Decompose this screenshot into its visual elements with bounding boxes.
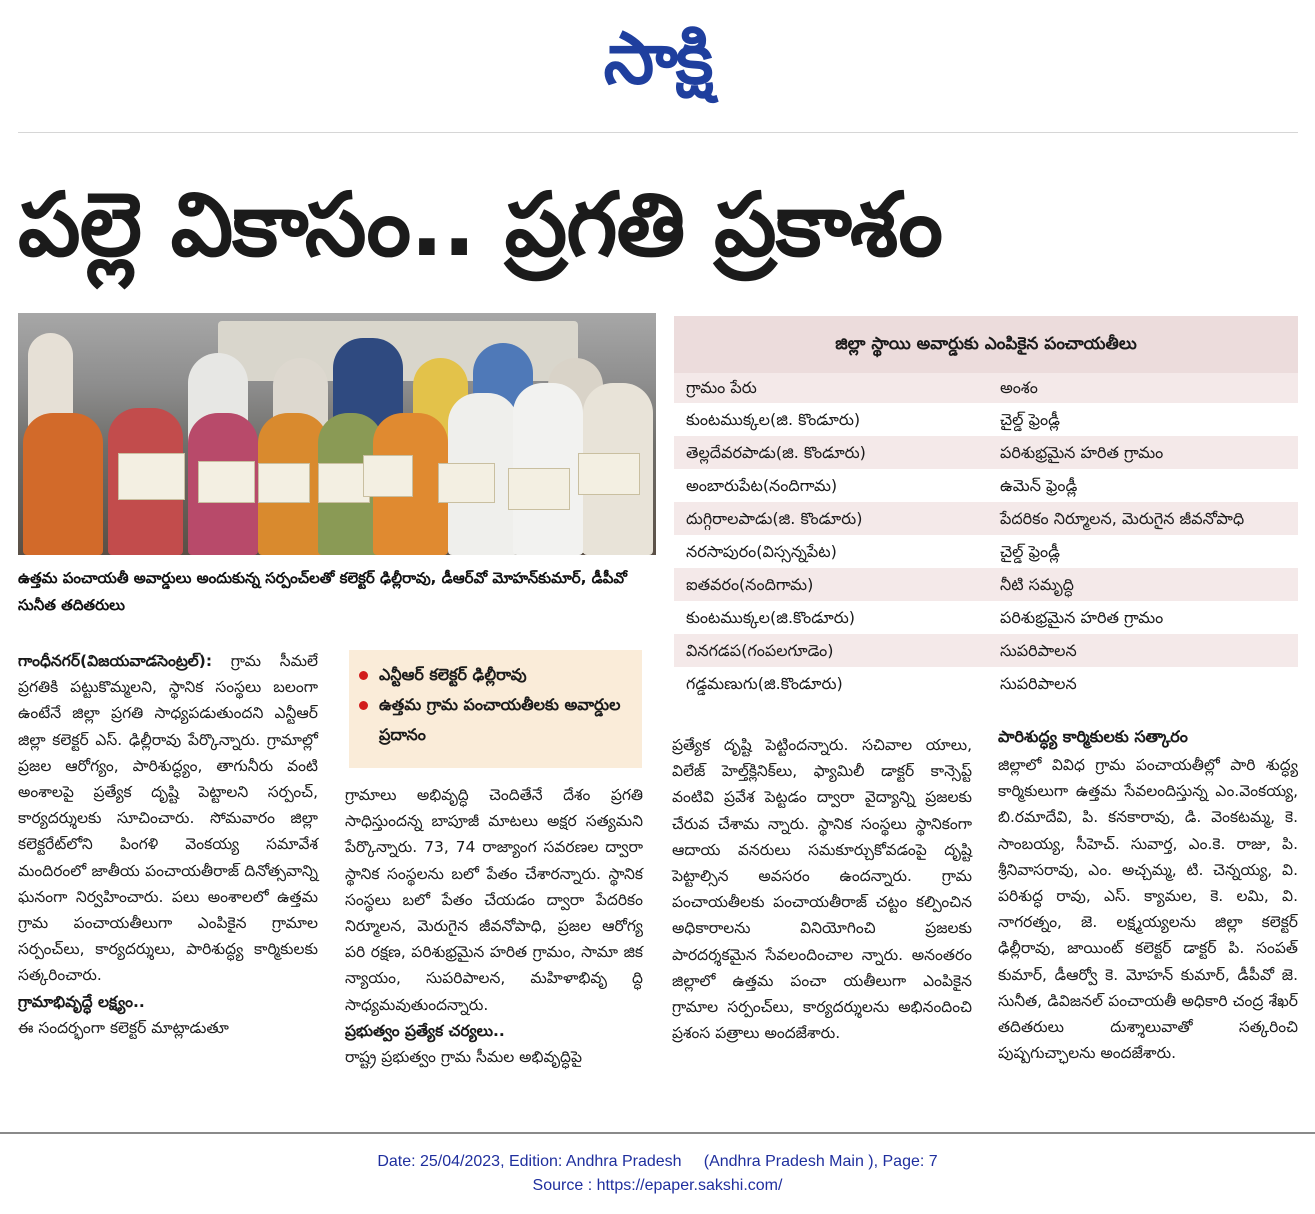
- certificate: [198, 461, 255, 503]
- table-row: [674, 502, 1298, 535]
- footer-divider: [0, 1132, 1315, 1134]
- cell-category: సుపరిపాలన: [1000, 641, 1077, 660]
- table-row: [674, 568, 1298, 601]
- cell-village: నరసాపురం(విస్సన్నపేట): [686, 542, 837, 561]
- certificate: [363, 455, 413, 497]
- highlight-item: [357, 660, 642, 690]
- cell-category: ఉమెన్ ఫ్రెండ్లీ: [1000, 476, 1078, 495]
- article-column-1: [18, 648, 318, 1041]
- masthead: [0, 0, 1315, 130]
- column-header-village: గ్రామం పేరు: [686, 378, 757, 397]
- cell-village: వినగడప(గంపలగూడెం): [686, 641, 834, 660]
- article-column-3: [672, 732, 972, 1046]
- awards-table: [674, 316, 1298, 700]
- highlight-item: [357, 690, 642, 750]
- body-text: రాష్ట్ర ప్రభుత్వం గ్రామ సీమల అభివృద్ధిపై: [345, 1048, 582, 1067]
- cell-category: పరిశుభ్రమైన హరిత గ్రామం: [1000, 608, 1164, 627]
- person-figure: [23, 413, 103, 555]
- body-text: ఈ సందర్భంగా కలెక్టర్ మాట్లాడుతూ: [18, 1018, 229, 1037]
- footer: [0, 1150, 1315, 1198]
- table-row: [674, 601, 1298, 634]
- subheading: గ్రామాభివృద్ధే లక్ష్యం..: [18, 992, 145, 1011]
- bullet-icon: [359, 701, 368, 710]
- subheading: పారిశుద్ధ్య కార్మికులకు సత్కారం: [998, 727, 1188, 746]
- cell-village: కుంటముక్కల(జి.కొండూరు): [686, 608, 856, 627]
- certificate: [118, 453, 185, 500]
- article-paragraph: [18, 648, 318, 989]
- cell-village: అంబారుపేట(నందిగామ): [686, 476, 838, 495]
- cell-village: గడ్డమణుగు(జి.కొండూరు): [686, 674, 843, 693]
- footer-source-link[interactable]: Source : https://epaper.sakshi.com/: [532, 1177, 783, 1194]
- table-header-row: [674, 373, 1298, 403]
- cell-category: చైల్డ్ ఫ్రెండ్లీ: [1000, 410, 1060, 429]
- table-row: [674, 535, 1298, 568]
- table-body: [674, 403, 1298, 700]
- table-row: [674, 667, 1298, 700]
- article-column-4: [998, 722, 1298, 1066]
- body-text: గ్రామాలు అభివృద్ధి చెందితేనే దేశం ప్రగతి సాధిస్తుందన్న బాపూజీ మాటలు అక్షర సత్యమని పేర్కొన్నారు. 73, 74 రాజ్యాంగ సవరణల ద్వారా స్థానిక సంస్థలను బలో పేతం చేశారన్నారు. స్థానిక సంస్థలు బలో పేతం చేయడం ద్వారా పేదరికం నిర్మూలన, మెరుగైన జీవనోపాధి, ప్రజల ఆరోగ్య పరి రక్షణ, పరిశుభ్రమైన హరిత గ్రామం, సామా జిక న్యాయం, సుపరిపాలన, మహిళాభివృ ద్ధి సాధ్యమవుతుందన్నారు.: [345, 786, 643, 1014]
- dateline: గాంధీనగర్(విజయవాడసెంట్రల్):: [18, 652, 213, 670]
- cell-category: నీటి సమృద్ధి: [1000, 575, 1074, 594]
- photo-caption: ఉత్తమ పంచాయతీ అవార్డులు అందుకున్న సర్పంచ్‌లతో కలెక్టర్ ఢిల్లీరావు, డీఆర్‌వో మోహన్‌కుమార్, డీపీవో సునీత తదితరులు: [18, 569, 627, 614]
- certificate: [578, 453, 640, 495]
- top-divider: [18, 132, 1298, 133]
- sakshi-logo: సాక్షి: [603, 16, 712, 100]
- body-text: జిల్లాలో వివిధ గ్రామ పంచాయతీల్లో పారి శుద్ధ్య కార్మికులుగా ఉత్తమ సేవలందిస్తున్న ఎం.వెంకయ్య, బి.రమాదేవి, పి. కనకారావు, డి. వెంకటమ్మ, కె. సాంబయ్య, సీహెచ్. సువార్త, ఎం.కె. రాజు, పి. శ్రీనివాసరావు, ఎం. అచ్చమ్మ, టి. చెన్నయ్య, వి. పరిశుద్ధ రావు, ఎస్. క్యామల, కె. లమి, వి. నాగరత్నం, జె. లక్ష్మయ్యలను జిల్లా కలెక్టర్ ఢిల్లీరావు, జాయింట్ కలెక్టర్ డాక్టర్ పి. సంపత్ కుమార్, డీఆర్వో కె. మోహన్ కుమార్, డీపీవో జె. సునీత, డివిజనల్ పంచాయతీ అధికారి చంద్ర శేఖర్ తదితరులు దుశ్శాలువాతో సత్కరించి పుష్పగుచ్ఛాలను అందజేశారు.: [998, 756, 1298, 1063]
- table-title: జిల్లా స్థాయి అవార్డుకు ఎంపికైన పంచాయతీలు: [674, 316, 1298, 373]
- table-row: [674, 403, 1298, 436]
- cell-village: దుగ్గిరాలపాడు(జి. కొండూరు): [686, 509, 863, 528]
- headline: పల్లె వికాసం.. ప్రగతి ప్రకాశం: [18, 173, 942, 276]
- cell-category: పేదరికం నిర్మూలన, మెరుగైన జీవనోపాధి: [1000, 509, 1245, 528]
- certificate: [508, 468, 570, 510]
- certificate: [258, 463, 310, 503]
- table-row: [674, 436, 1298, 469]
- highlight-text: ఉత్తమ గ్రామ పంచాయతీలకు అవార్డుల ప్రదానం: [379, 695, 621, 744]
- body-text: గ్రామ సీమలే ప్రగతికి పట్టుకొమ్మలని, స్థానిక సంస్థలు బలంగా ఉంటేనే జిల్లా ప్రగతి సాధ్యపడుతుందని ఎన్టీఆర్ జిల్లా కలెక్టర్ ఎస్. ఢిల్లీరావు పేర్కొన్నారు. గ్రామాల్లో ప్రజల ఆరోగ్యం, పారిశుద్ధ్యం, తాగునీరు వంటి అంశాలపై ప్రత్యేక దృష్టి పెట్టాలని సర్పంచ్, కార్యదర్శులకు సూచించారు. సోమవారం జిల్లా కలెక్టరేట్‌లోని పింగళి వెంకయ్య సమావేశ మందిరంలో జాతీయ పంచాయతీరాజ్ దినోత్సవాన్ని ఘనంగా నిర్వహించారు. పలు అంశాలలో ఉత్తమ గ్రామ పంచాయతీలుగా ఎంపికైన గ్రామాల సర్పంచ్‌లు, కార్యదర్శులు, పారిశుద్ధ్య కార్మికులకు సత్కరించారు.: [18, 652, 318, 985]
- body-text: ప్రత్యేక దృష్టి పెట్టిందన్నారు. సచివాల యాలు, విలేజ్ హెల్త్‌క్లినిక్‌లు, ఫ్యామిలీ డాక్టర్ కాన్సెప్ట్ వంటివి ప్రవేశ పెట్టడం ద్వారా వైద్యాన్ని ప్రజలకు చేరువ చేశామ న్నారు. స్థానిక సంస్థలు స్థానికంగా ఆదాయ వనరులు సమకూర్చుకోవడంపై దృష్టి పెట్టాల్సిన అవసరం ఉందన్నారు. గ్రామ పంచాయతీలకు పంచాయతీరాజ్ చట్టం కల్పించిన అధికారాలను వినియోగించి ప్రజలకు పారదర్శకమైన సేవలందించాల న్నారు. అనంతరం జిల్లాలో ఉత్తమ పంచా యతీలుగా ఎంపికైన గ్రామాల సర్పంచ్‌లు, కార్యదర్శులను అభినందించి ప్రశంస పత్రాలు అందజేశారు.: [672, 736, 972, 1043]
- table-row: [674, 634, 1298, 667]
- cell-category: చైల్డ్ ఫ్రెండ్లీ: [1000, 542, 1060, 561]
- footer-edition-line: Date: 25/04/2023, Edition: Andhra Pradesh (Andhra Pradesh Main ), Page: 7: [377, 1153, 938, 1170]
- highlight-box: [349, 650, 642, 768]
- news-photo: [18, 313, 656, 555]
- cell-category: సుపరిపాలన: [1000, 674, 1077, 693]
- cell-category: పరిశుభ్రమైన హరిత గ్రామం: [1000, 443, 1164, 462]
- article-column-2: [345, 782, 643, 1070]
- subheading: ప్రభుత్వం ప్రత్యేక చర్యలు..: [345, 1021, 505, 1040]
- cell-village: కుంటముక్కల(జి. కొండూరు): [686, 410, 861, 429]
- cell-village: తెల్లదేవరపాడు(జి. కొండూరు): [686, 443, 866, 462]
- certificate: [438, 463, 495, 503]
- highlight-text: ఎన్టీఆర్ కలెక్టర్ ఢిల్లీరావు: [379, 665, 527, 684]
- cell-village: ఐతవరం(నందిగామ): [686, 575, 814, 594]
- column-header-category: అంశం: [1000, 378, 1038, 397]
- table-row: [674, 469, 1298, 502]
- bullet-icon: [359, 671, 368, 680]
